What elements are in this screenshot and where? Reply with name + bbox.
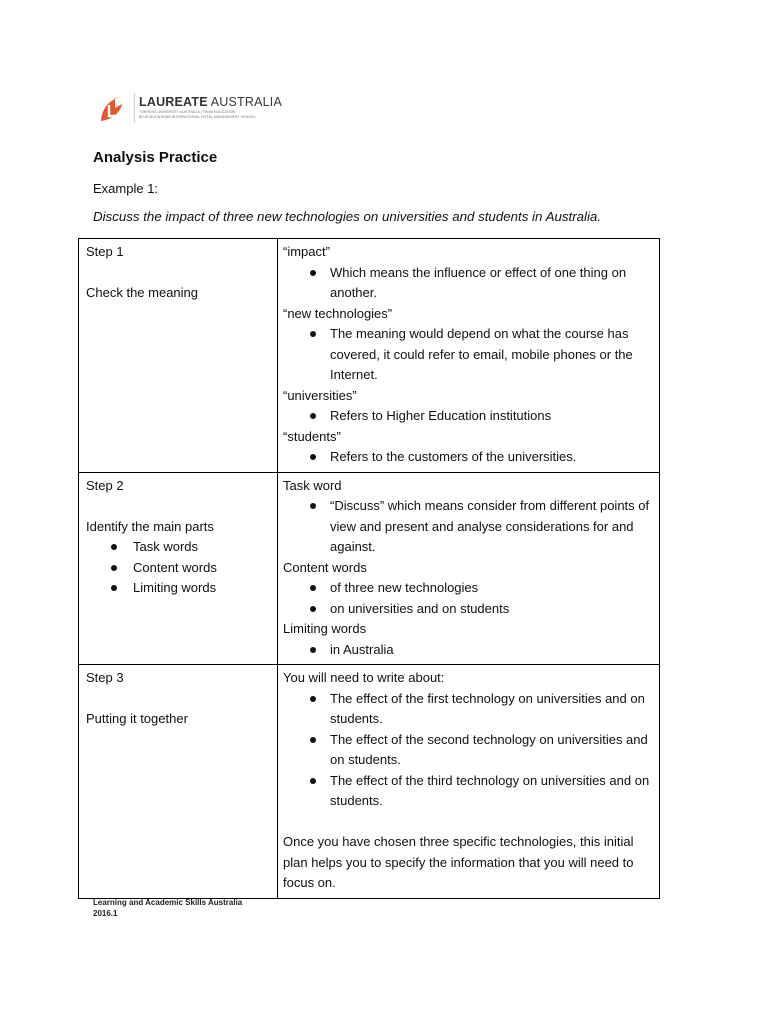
step-number: Step 2: [86, 477, 124, 493]
step-content: [278, 665, 660, 899]
logo-divider: [134, 93, 135, 123]
bullet-item: Which means the influence or effect of one thing on another.: [283, 263, 653, 304]
table-row-step-2: [79, 472, 660, 665]
practice-question: Discuss the impact of three new technologies on universities and students in Australia.: [93, 209, 602, 224]
table-row-step-1: [79, 239, 660, 473]
section-heading: Limiting words: [283, 621, 367, 636]
bullet-item: Refers to the customers of the universities.: [283, 447, 653, 468]
term-heading: “new technologies”: [283, 305, 393, 321]
page-title: Analysis Practice: [93, 149, 218, 166]
step-number: Step 3: [86, 670, 124, 685]
laureate-logo: [98, 92, 282, 126]
footer: [93, 897, 242, 919]
list-item: Task words: [86, 537, 271, 558]
laureate-leaf-icon: [98, 94, 128, 124]
analysis-table: [78, 238, 660, 899]
closing-paragraph: Once you have chosen three specific technologies, this initial plan helps you to specify the information that you will need to focus on.: [283, 834, 634, 890]
step-content: [278, 472, 660, 665]
bullet-item: “Discuss” which means consider from different points of view and present and analyse considerations for and against.: [283, 496, 653, 558]
bullet-item: of three new technologies: [283, 578, 653, 599]
section-heading: Task word: [283, 477, 342, 493]
step-cell: [79, 665, 278, 899]
term-heading: “impact”: [283, 244, 330, 259]
step-number: Step 1: [86, 244, 124, 259]
list-item: Content words: [86, 558, 271, 579]
section-heading: Content words: [283, 559, 367, 575]
step-label: Check the meaning: [86, 285, 199, 300]
bullet-item: The effect of the second technology on universities and on students.: [283, 730, 653, 771]
logo-subtitle: TORRENS UNIVERSITY AUSTRALIA | THINK EDUCATION BLUE MOUNTAINS INTERNATIONAL HOTEL MANAGEMENT SCHOOL: [139, 110, 256, 119]
bullet-item: Refers to Higher Education institutions: [283, 406, 653, 427]
table-row-step-3: [79, 665, 660, 899]
bullet-item: The effect of the third technology on universities and on students.: [283, 771, 653, 812]
term-heading: “students”: [283, 428, 341, 444]
example-label: Example 1:: [93, 181, 159, 196]
bullet-item: on universities and on students: [283, 599, 653, 620]
step-label: Putting it together: [86, 711, 188, 726]
step-cell: [79, 472, 278, 665]
bullet-item: in Australia: [283, 640, 653, 661]
footer-org: Learning and Academic Skills Australia: [93, 898, 243, 907]
step-label: Identify the main parts: [86, 518, 214, 534]
footer-version: 2016.1: [93, 909, 118, 918]
logo-wordmark: LAUREATE AUSTRALIA: [139, 95, 282, 109]
list-item: Limiting words: [86, 578, 271, 599]
bullet-item: The meaning would depend on what the course has covered, it could refer to email, mobile phones or the Internet.: [283, 324, 653, 386]
bullet-item: The effect of the first technology on universities and on students.: [283, 689, 653, 730]
step-cell: [79, 239, 278, 473]
step-content: [278, 239, 660, 473]
section-heading: You will need to write about:: [283, 670, 445, 685]
term-heading: “universities”: [283, 387, 357, 403]
